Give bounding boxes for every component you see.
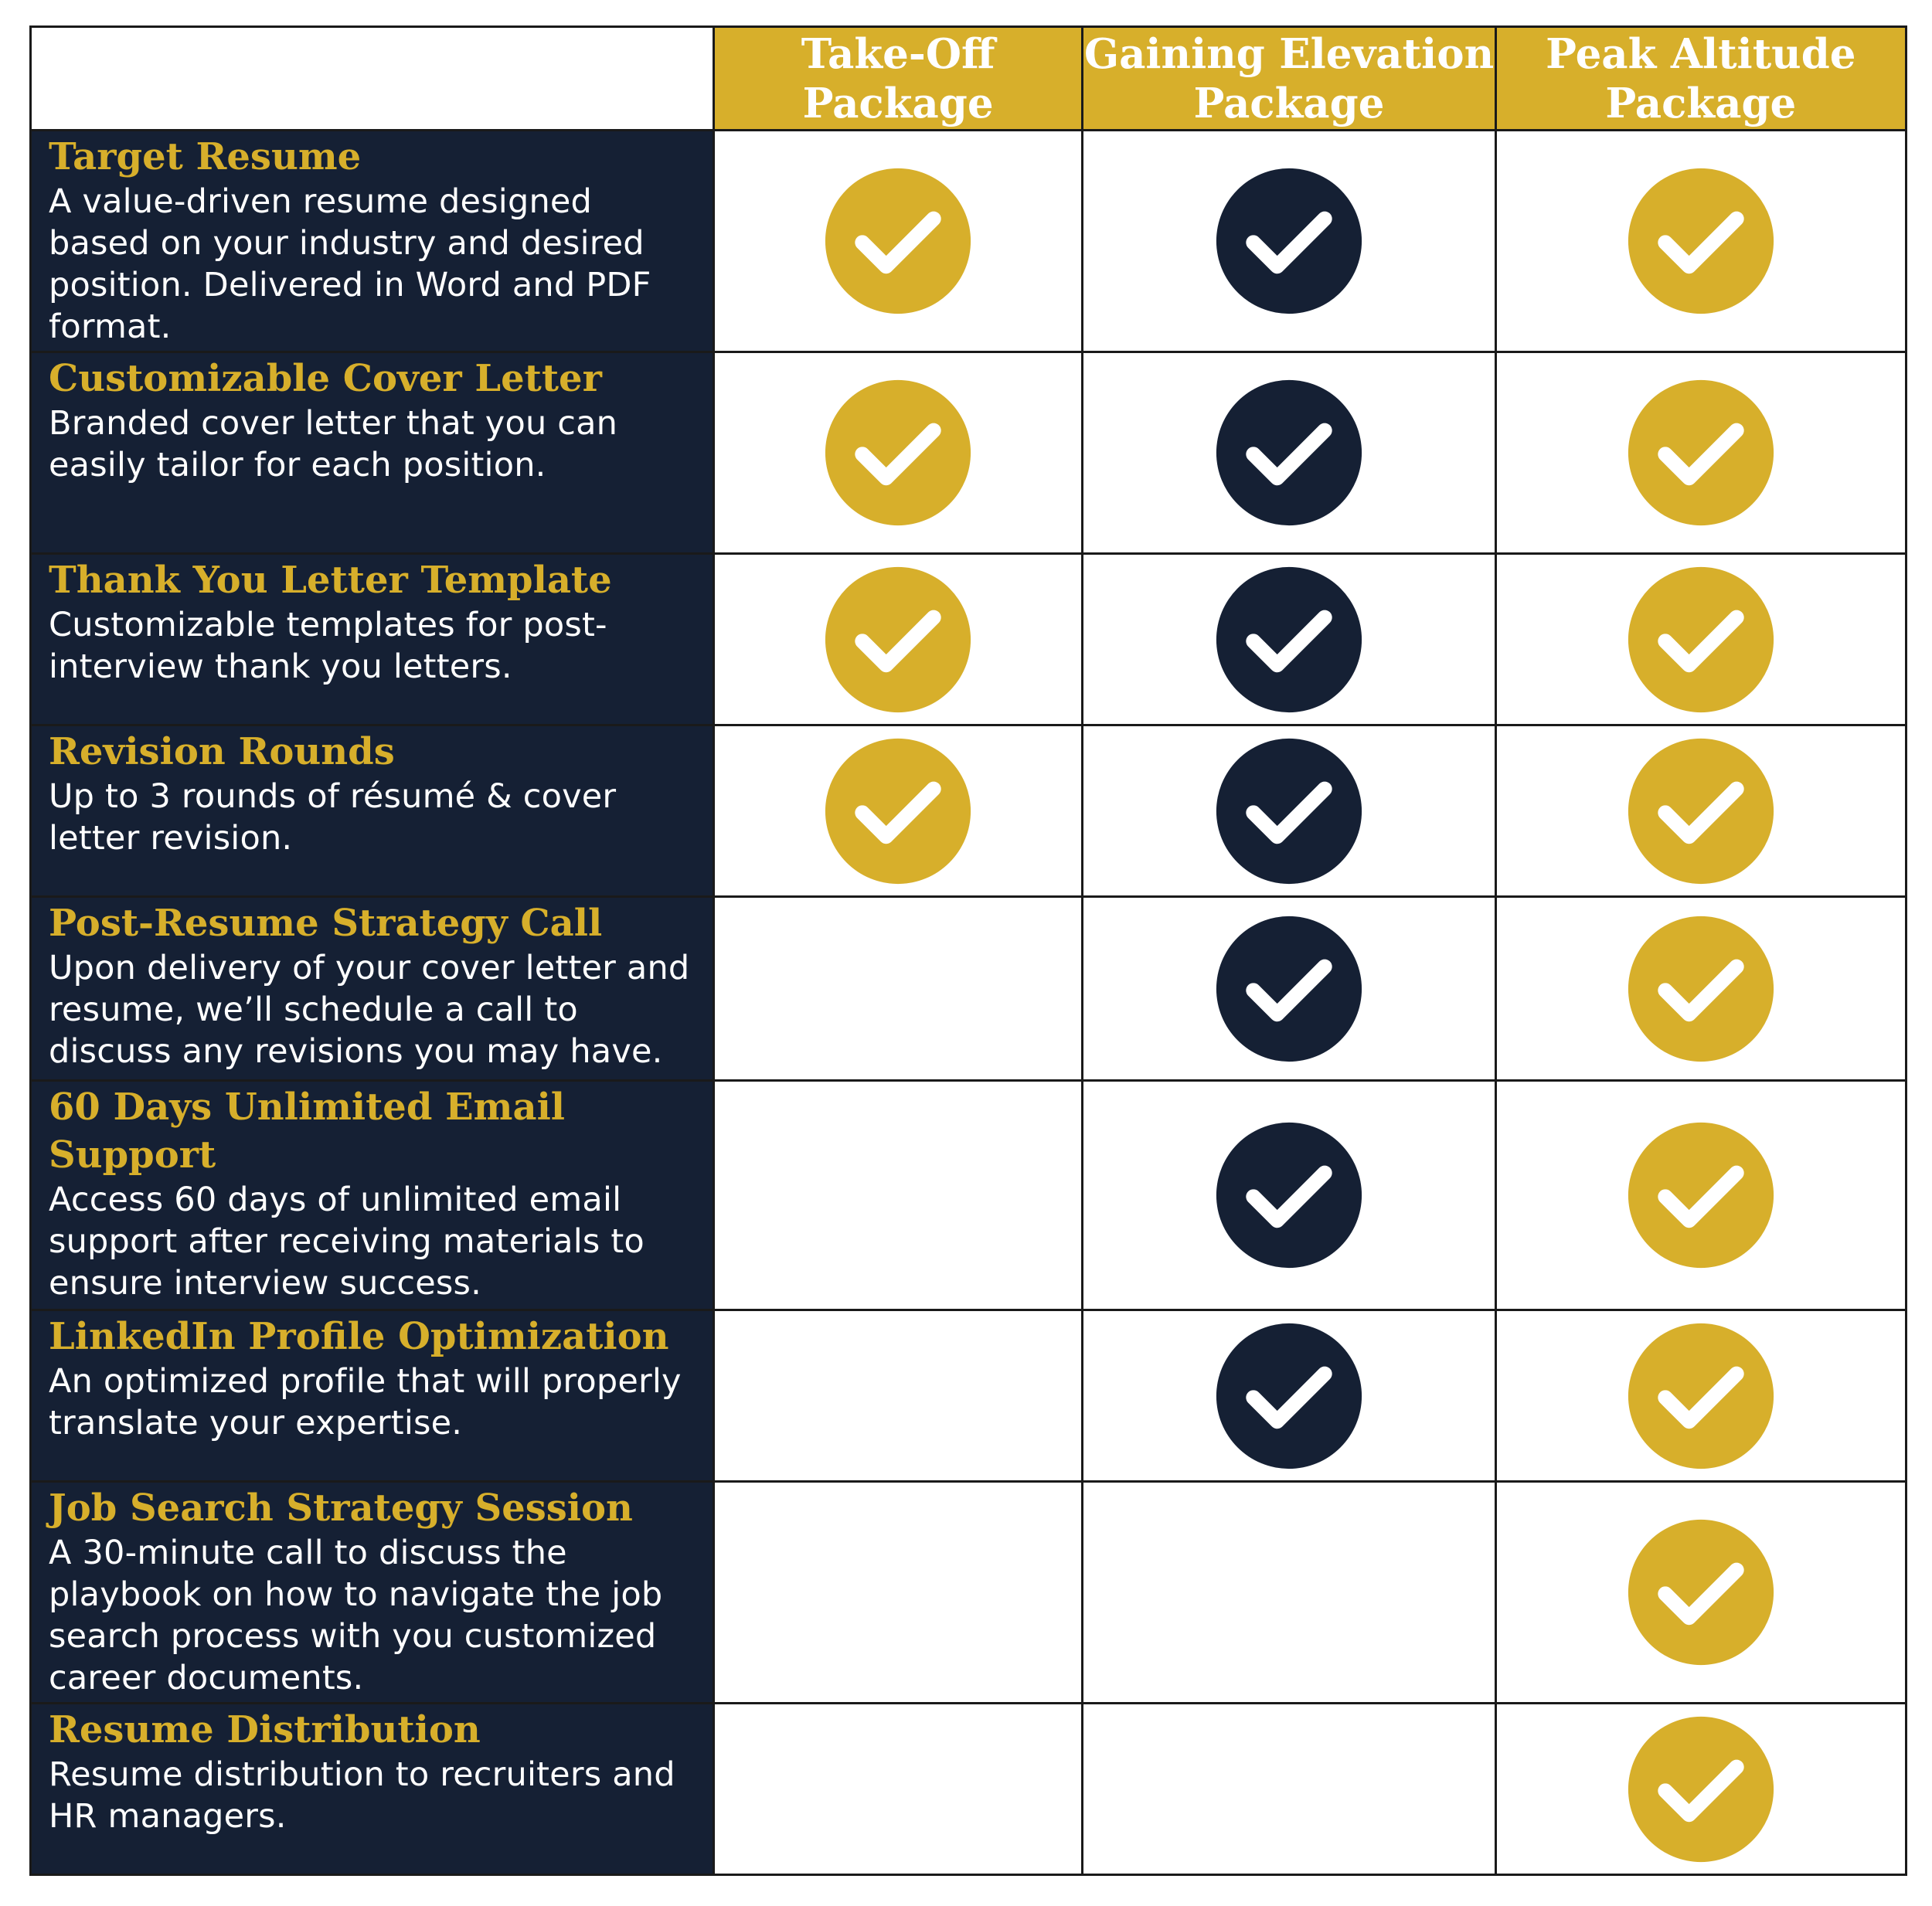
feature-row <box>32 898 1907 1082</box>
inclusion-cell <box>715 1082 1083 1311</box>
check-circle-icon <box>1215 1121 1363 1269</box>
feature-title: Resume Distribution <box>49 1708 481 1751</box>
package-suffix: Package <box>1193 79 1385 127</box>
inclusion-cell <box>715 1483 1083 1704</box>
feature-title: Target Resume <box>49 135 362 178</box>
feature-row <box>32 555 1907 726</box>
check-circle-icon <box>1627 566 1775 714</box>
feature-cell <box>32 726 715 898</box>
inclusion-cell <box>715 726 1083 898</box>
feature-rows <box>32 131 1907 1876</box>
check-circle-icon <box>824 379 972 527</box>
inclusion-cell <box>1497 726 1907 898</box>
inclusion-cell <box>1083 1311 1496 1483</box>
header-gaining-elevation-package <box>1083 28 1496 131</box>
inclusion-cell <box>1083 131 1496 353</box>
inclusion-cell <box>1083 1483 1496 1704</box>
feature-row <box>32 1483 1907 1704</box>
check-circle-icon <box>1627 167 1775 315</box>
check-circle-icon <box>1215 379 1363 527</box>
inclusion-cell <box>1083 353 1496 555</box>
inclusion-cell <box>1083 1082 1496 1311</box>
feature-description: A 30-minute call to discuss the playbook on how to navigate the job search process with you customized career documents. <box>49 1534 663 1697</box>
header-peak-altitude-package <box>1497 28 1907 131</box>
inclusion-cell <box>1497 1311 1907 1483</box>
inclusion-cell <box>715 898 1083 1082</box>
package-name: Gaining Elevation <box>1083 29 1495 78</box>
check-circle-icon <box>1627 915 1775 1063</box>
feature-cell <box>32 131 715 353</box>
inclusion-cell <box>1497 1082 1907 1311</box>
feature-cell <box>32 555 715 726</box>
inclusion-cell <box>1497 1704 1907 1876</box>
feature-row <box>32 1704 1907 1876</box>
package-name: Take-Off <box>801 29 995 78</box>
header-take-off-package <box>715 28 1083 131</box>
feature-description: A value-driven resume designed based on your industry and desired position. Delivered in Word and PDF format. <box>49 182 651 346</box>
feature-description: An optimized profile that will properly translate your expertise. <box>49 1362 682 1442</box>
check-circle-icon <box>1627 1715 1775 1864</box>
check-circle-icon <box>1627 379 1775 527</box>
inclusion-cell <box>1497 353 1907 555</box>
feature-cell <box>32 1082 715 1311</box>
feature-description: Up to 3 rounds of résumé & cover letter revision. <box>49 777 617 858</box>
package-suffix: Package <box>802 79 994 127</box>
feature-title: Thank You Letter Template <box>49 559 612 602</box>
feature-description: Access 60 days of unlimited email support after receiving materials to ensure interview success. <box>49 1181 645 1303</box>
check-circle-icon <box>1215 915 1363 1063</box>
check-circle-icon <box>1215 737 1363 885</box>
feature-title: Customizable Cover Letter <box>49 357 602 400</box>
feature-row <box>32 1082 1907 1311</box>
feature-title: Post-Resume Strategy Call <box>49 902 603 945</box>
check-circle-icon <box>1215 167 1363 315</box>
check-circle-icon <box>824 566 972 714</box>
check-circle-icon <box>1627 1121 1775 1269</box>
inclusion-cell <box>1497 131 1907 353</box>
inclusion-cell <box>715 131 1083 353</box>
feature-title: Job Search Strategy Session <box>49 1486 633 1530</box>
feature-cell <box>32 1483 715 1704</box>
table-header-row <box>32 28 1907 131</box>
feature-description: Branded cover letter that you can easily tailor for each position. <box>49 404 618 484</box>
inclusion-cell <box>1083 726 1496 898</box>
feature-description: Upon delivery of your cover letter and resume, we’ll schedule a call to discuss any revisions you may have. <box>49 949 690 1071</box>
feature-row <box>32 1311 1907 1483</box>
inclusion-cell <box>1083 1704 1496 1876</box>
check-circle-icon <box>824 167 972 315</box>
check-circle-icon <box>1215 566 1363 714</box>
inclusion-cell <box>715 353 1083 555</box>
inclusion-cell <box>1497 898 1907 1082</box>
check-circle-icon <box>1627 737 1775 885</box>
check-circle-icon <box>1627 1322 1775 1470</box>
inclusion-cell <box>1497 555 1907 726</box>
check-circle-icon <box>1627 1518 1775 1666</box>
inclusion-cell <box>715 555 1083 726</box>
header-blank-cell <box>32 28 715 131</box>
feature-row <box>32 726 1907 898</box>
feature-description: Customizable templates for post-interview thank you letters. <box>49 606 607 686</box>
feature-row <box>32 131 1907 353</box>
feature-title: Revision Rounds <box>49 730 395 773</box>
package-comparison-table <box>29 25 1907 1876</box>
feature-row <box>32 353 1907 555</box>
feature-cell <box>32 353 715 555</box>
inclusion-cell <box>1083 898 1496 1082</box>
feature-title: 60 Days Unlimited Email Support <box>49 1086 566 1177</box>
feature-cell <box>32 1311 715 1483</box>
check-circle-icon <box>1215 1322 1363 1470</box>
inclusion-cell <box>1083 555 1496 726</box>
check-circle-icon <box>824 737 972 885</box>
inclusion-cell <box>715 1704 1083 1876</box>
feature-title: LinkedIn Profile Optimization <box>49 1315 669 1358</box>
package-suffix: Package <box>1605 79 1797 127</box>
feature-cell <box>32 898 715 1082</box>
feature-cell <box>32 1704 715 1876</box>
inclusion-cell <box>715 1311 1083 1483</box>
package-name: Peak Altitude <box>1546 29 1856 78</box>
inclusion-cell <box>1497 1483 1907 1704</box>
feature-description: Resume distribution to recruiters and HR managers. <box>49 1755 675 1836</box>
